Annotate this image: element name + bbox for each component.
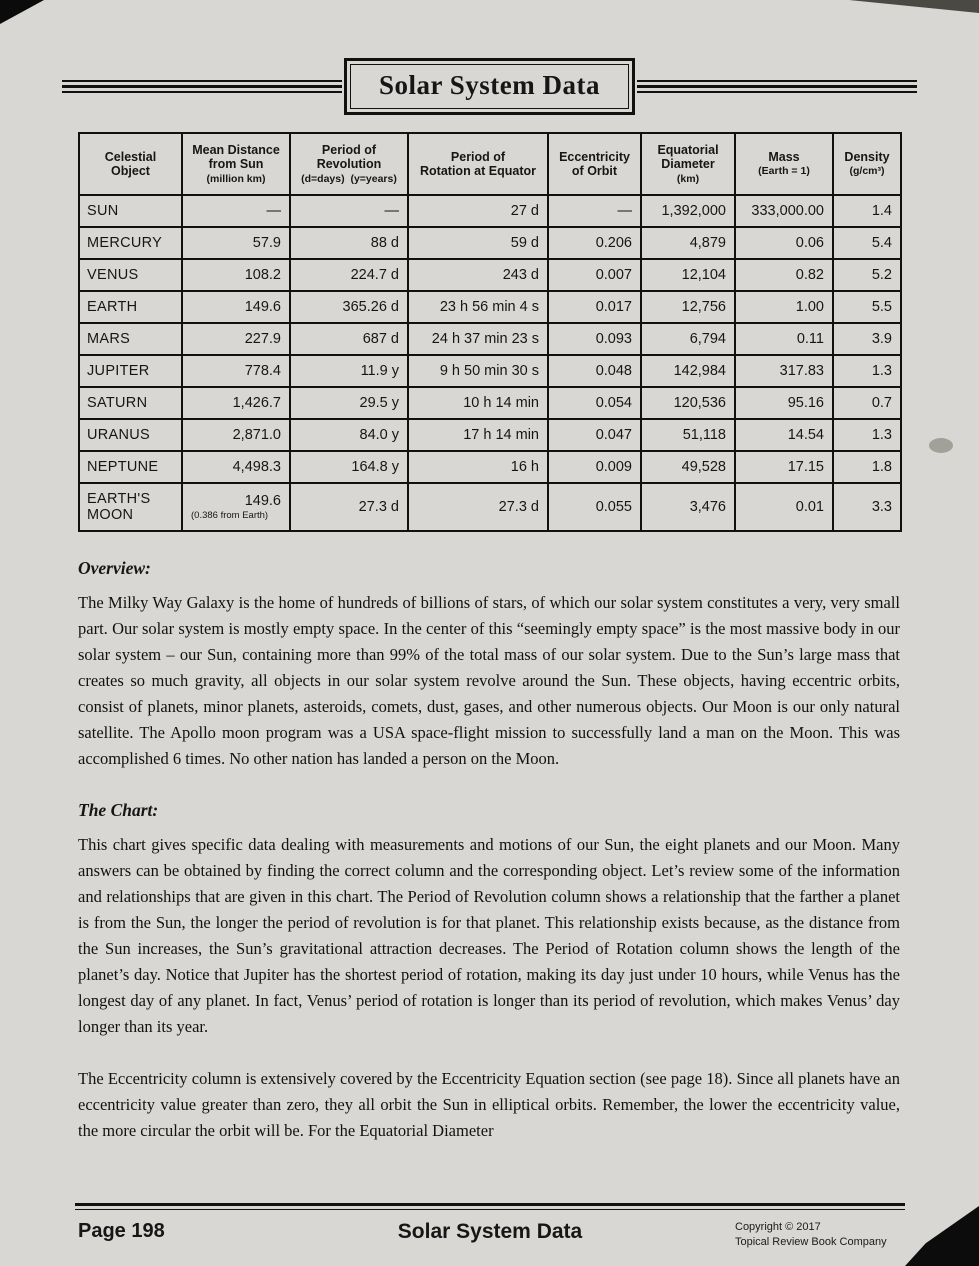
- table-cell: 4,879: [641, 227, 735, 259]
- celestial-object-name: EARTH'S MOON: [79, 483, 182, 531]
- table-cell: 5.4: [833, 227, 901, 259]
- table-cell: 3.3: [833, 483, 901, 531]
- celestial-object-name: SUN: [79, 195, 182, 227]
- table-cell: 27.3 d: [290, 483, 408, 531]
- table-cell: 51,118: [641, 419, 735, 451]
- celestial-object-name: URANUS: [79, 419, 182, 451]
- rule-right: [637, 80, 917, 93]
- table-cell: 1.00: [735, 291, 833, 323]
- scan-artifact-smudge: [929, 438, 953, 453]
- column-header: Celestial Object: [79, 133, 182, 195]
- table-row: [79, 259, 901, 291]
- table-cell: 0.017: [548, 291, 641, 323]
- copyright-line-1: Copyright © 2017: [735, 1221, 821, 1233]
- table-cell: 5.5: [833, 291, 901, 323]
- table-cell: 59 d: [408, 227, 548, 259]
- column-header: Period of Revolution (d=days) (y=years): [290, 133, 408, 195]
- table-cell: 0.047: [548, 419, 641, 451]
- table-cell: 3,476: [641, 483, 735, 531]
- column-header: Density (g/cm³): [833, 133, 901, 195]
- table-row: [79, 291, 901, 323]
- celestial-object-name: SATURN: [79, 387, 182, 419]
- table-cell: 29.5 y: [290, 387, 408, 419]
- table-row: [79, 195, 901, 227]
- table-cell: 0.048: [548, 355, 641, 387]
- copyright-block: [735, 1220, 905, 1250]
- table-cell: 88 d: [290, 227, 408, 259]
- celestial-object-name: MARS: [79, 323, 182, 355]
- celestial-object-name: JUPITER: [79, 355, 182, 387]
- table-row: [79, 355, 901, 387]
- table-cell: 1,426.7: [182, 387, 290, 419]
- table-cell: 149.6: [182, 291, 290, 323]
- table-cell: 0.01: [735, 483, 833, 531]
- copyright-line-2: Topical Review Book Company: [735, 1236, 887, 1248]
- footer-rule: [75, 1203, 905, 1210]
- column-header: Mass (Earth = 1): [735, 133, 833, 195]
- table-cell: 1,392,000: [641, 195, 735, 227]
- celestial-object-name: NEPTUNE: [79, 451, 182, 483]
- table-cell: 1.3: [833, 419, 901, 451]
- table-cell: 0.093: [548, 323, 641, 355]
- table-cell: 5.2: [833, 259, 901, 291]
- table-row: [79, 483, 901, 531]
- title-box: [344, 58, 635, 115]
- scan-artifact-page-curl: [905, 1206, 979, 1266]
- table-cell: 84.0 y: [290, 419, 408, 451]
- table-row: [79, 227, 901, 259]
- table-cell: 0.009: [548, 451, 641, 483]
- table-cell: 57.9: [182, 227, 290, 259]
- table-cell: 49,528: [641, 451, 735, 483]
- rule-left: [62, 80, 342, 93]
- table-cell: —: [290, 195, 408, 227]
- table-cell: 10 h 14 min: [408, 387, 548, 419]
- column-header: Mean Distance from Sun (million km): [182, 133, 290, 195]
- chart-heading: The Chart:: [78, 800, 159, 820]
- table-header-row: [79, 133, 901, 195]
- table-cell: 1.4: [833, 195, 901, 227]
- table-cell: 3.9: [833, 323, 901, 355]
- page-title: Solar System Data: [379, 70, 600, 100]
- table-cell: —: [548, 195, 641, 227]
- overview-paragraph: The Milky Way Galaxy is the home of hundreds of billions of stars, of which our solar system constitutes a very, very small part. Our solar system is mostly empty space. In the center of this “seemingly empty space” is the most massive body in our solar system – our Sun, containing more than 99% of the total mass of our solar system. Due to the Sun’s large mass that creates so much gravity, all objects in our solar system revolve around the Sun. These objects, having eccentric orbits, consist of planets, minor planets, asteroids, comets, dust, gases, and other numerous objects. Our Moon is our only natural satellite. The Apollo moon program was a USA space-flight mission to successfully land a man on the Moon. This was accomplished 6 times. No other nation has landed a person on the Moon.: [78, 593, 900, 768]
- table-body: [79, 195, 901, 531]
- table-cell: 16 h: [408, 451, 548, 483]
- overview-heading: Overview:: [78, 558, 151, 578]
- table-cell: 2,871.0: [182, 419, 290, 451]
- table-cell: 108.2: [182, 259, 290, 291]
- table-cell: 1.3: [833, 355, 901, 387]
- table-cell: 365.26 d: [290, 291, 408, 323]
- table-cell: 12,104: [641, 259, 735, 291]
- title-banner: [0, 0, 979, 115]
- table-cell: 0.055: [548, 483, 641, 531]
- table-cell: 14.54: [735, 419, 833, 451]
- page-footer: [75, 1203, 905, 1250]
- table-cell: 687 d: [290, 323, 408, 355]
- table-cell: 227.9: [182, 323, 290, 355]
- table-cell: 0.06: [735, 227, 833, 259]
- page-number: Page 198: [78, 1220, 165, 1242]
- column-header: Equatorial Diameter (km): [641, 133, 735, 195]
- celestial-object-name: VENUS: [79, 259, 182, 291]
- table-cell: 12,756: [641, 291, 735, 323]
- column-header: Eccentricity of Orbit: [548, 133, 641, 195]
- solar-system-table: [78, 132, 902, 532]
- table-cell: 1.8: [833, 451, 901, 483]
- table-cell: 17 h 14 min: [408, 419, 548, 451]
- table-cell: —: [182, 195, 290, 227]
- table-cell: 27.3 d: [408, 483, 548, 531]
- table-cell: 0.206: [548, 227, 641, 259]
- table-cell: 95.16: [735, 387, 833, 419]
- chart-paragraph-1: This chart gives specific data dealing with measurements and motions of our Sun, the eight planets and our Moon. Many answers can be obtained by finding the correct column and the corresponding object. Let’s review some of the information and relationships that are given in this chart. The Period of Revolution column shows a relationship that the farther a planet is from the Sun, the longer the period of revolution is for that planet. This relationship exists because, as the distance from the Sun increases, the Sun’s gravitational attraction decreases. The Period of Rotation column shows the length of the planet’s day. Notice that Jupiter has the shortest period of rotation, making its day just under 10 hours, while Venus has the longest day of any planet. In fact, Venus’ period of rotation is longer than its period of revolution, which makes Venus’ day longer than its year.: [78, 835, 900, 1036]
- table-row: [79, 323, 901, 355]
- table-cell: 243 d: [408, 259, 548, 291]
- celestial-object-name: MERCURY: [79, 227, 182, 259]
- table-row: [79, 419, 901, 451]
- table-cell: 333,000.00: [735, 195, 833, 227]
- table-cell: 6,794: [641, 323, 735, 355]
- table-cell: 778.4: [182, 355, 290, 387]
- table-cell: 27 d: [408, 195, 548, 227]
- table-cell: 23 h 56 min 4 s: [408, 291, 548, 323]
- celestial-object-name: EARTH: [79, 291, 182, 323]
- table-cell: 142,984: [641, 355, 735, 387]
- footer-title: Solar System Data: [397, 1220, 583, 1243]
- table-cell: 224.7 d: [290, 259, 408, 291]
- table-cell: 149.6 (0.386 from Earth): [182, 483, 290, 531]
- table-cell: 4,498.3: [182, 451, 290, 483]
- table-cell: 17.15: [735, 451, 833, 483]
- page-body: [78, 558, 900, 1144]
- table-row: [79, 451, 901, 483]
- table-cell: 164.8 y: [290, 451, 408, 483]
- table-cell: 0.82: [735, 259, 833, 291]
- table-cell: 120,536: [641, 387, 735, 419]
- table-cell: 11.9 y: [290, 355, 408, 387]
- table-cell: 0.11: [735, 323, 833, 355]
- table-cell: 0.007: [548, 259, 641, 291]
- table-cell: 24 h 37 min 23 s: [408, 323, 548, 355]
- title-box-inner: [350, 64, 629, 109]
- column-header: Period of Rotation at Equator: [408, 133, 548, 195]
- table-cell: 0.054: [548, 387, 641, 419]
- table-cell: 317.83: [735, 355, 833, 387]
- chart-paragraph-2: The Eccentricity column is extensively covered by the Eccentricity Equation section (see page 18). Since all planets have an eccentricity value greater than zero, they all orbit the Sun in elliptical orbits. Remember, the lower the eccentricity value, the more circular the orbit will be. For the Equatorial Diameter: [78, 1069, 900, 1140]
- table-cell: 0.7: [833, 387, 901, 419]
- table-cell: 9 h 50 min 30 s: [408, 355, 548, 387]
- table-row: [79, 387, 901, 419]
